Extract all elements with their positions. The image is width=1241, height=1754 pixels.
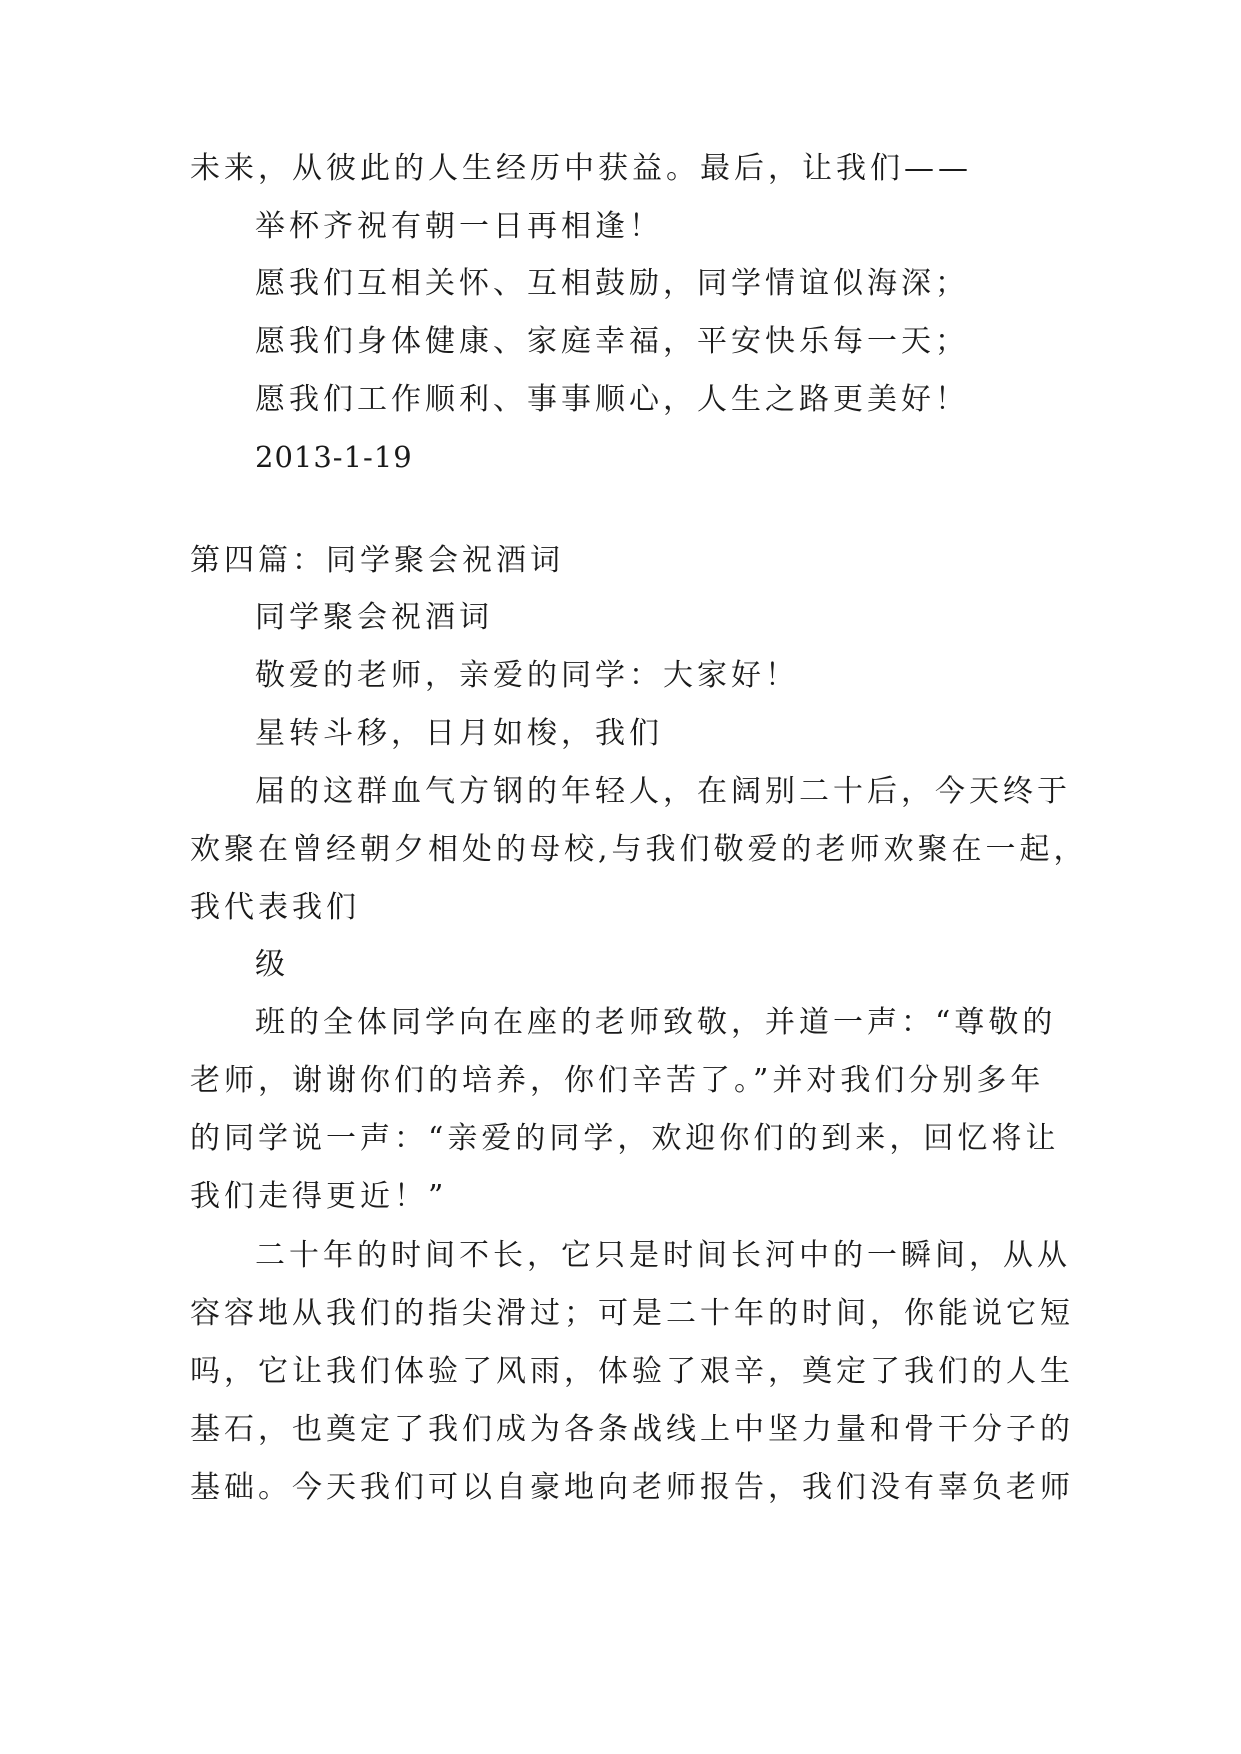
paragraph-line: 欢聚在曾经朝夕相处的母校,与我们敬爱的老师欢聚在一起， — [190, 832, 1088, 867]
paragraph-line: 我们走得更近！” — [190, 1179, 448, 1214]
paragraph-line: 基础。今天我们可以自豪地向老师报告，我们没有辜负老师 — [190, 1470, 1074, 1505]
toast-line: 举杯齐祝有朝一日再相逢！ — [255, 209, 663, 244]
paragraph-line: 班的全体同学向在座的老师致敬，并道一声：“尊敬的 — [255, 1005, 1057, 1040]
date-text: 2013-1-19 — [255, 440, 413, 474]
wish-line: 愿我们身体健康、家庭幸福，平安快乐每一天； — [255, 324, 969, 359]
salutation: 敬爱的老师，亲爱的同学：大家好！ — [255, 658, 799, 693]
wish-line: 愿我们工作顺利、事事顺心，人生之路更美好！ — [255, 382, 969, 417]
paragraph-line: 二十年的时间不长，它只是时间长河中的一瞬间，从从 — [255, 1238, 1071, 1273]
paragraph-line: 未来，从彼此的人生经历中获益。最后，让我们—— — [190, 151, 972, 186]
section-heading: 第四篇：同学聚会祝酒词 — [190, 543, 564, 578]
paragraph-line: 届的这群血气方钢的年轻人，在阔别二十后，今天终于 — [255, 774, 1071, 809]
paragraph-line: 吗，它让我们体验了风雨，体验了艰辛，奠定了我们的人生 — [190, 1354, 1074, 1389]
paragraph-line: 级 — [255, 947, 289, 982]
paragraph-line: 容容地从我们的指尖滑过；可是二十年的时间，你能说它短 — [190, 1296, 1074, 1331]
paragraph-line: 的同学说一声：“亲爱的同学，欢迎你们的到来，回忆将让 — [190, 1121, 1060, 1156]
paragraph-line: 老师，谢谢你们的培养，你们辛苦了。”并对我们分别多年 — [190, 1063, 1045, 1098]
wish-line: 愿我们互相关怀、互相鼓励，同学情谊似海深； — [255, 266, 969, 301]
paragraph-line: 基石，也奠定了我们成为各条战线上中坚力量和骨干分子的 — [190, 1412, 1074, 1447]
section-title: 同学聚会祝酒词 — [255, 600, 493, 635]
paragraph-line: 我代表我们 — [190, 890, 360, 925]
paragraph-line: 星转斗移，日月如梭，我们 — [255, 716, 663, 751]
